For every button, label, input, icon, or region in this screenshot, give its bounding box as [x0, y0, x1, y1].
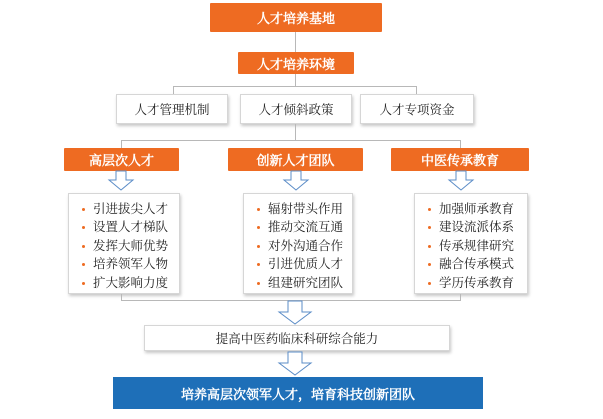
column-title-innovation: 创新人才团队 [228, 148, 363, 171]
connector-env [295, 74, 296, 86]
environment-item: 人才专项资金 [360, 94, 474, 124]
goal-banner: 培养高层次领军人才，培育科技创新团队 [113, 377, 483, 409]
top-title: 人才培养基地 [210, 3, 382, 32]
list-item: 融合传承模式 [415, 255, 527, 273]
merge-bracket [121, 294, 461, 301]
columns-bracket [121, 140, 461, 148]
column-list-high-level [68, 193, 180, 294]
list-item: 推动交流互通 [244, 218, 352, 236]
list-item: 引进拔尖人才 [69, 200, 179, 218]
list-item: 对外沟通合作 [244, 237, 352, 255]
environment-title: 人才培养环境 [238, 52, 354, 74]
connector-top [295, 32, 296, 52]
list-item: 建设流派体系 [415, 218, 527, 236]
column-list-tcm [414, 193, 528, 294]
list-item: 发挥大师优势 [69, 237, 179, 255]
list-item: 引进优质人才 [244, 255, 352, 273]
list-item: 组建研究团队 [244, 274, 352, 292]
list-item: 扩大影响力度 [69, 274, 179, 292]
column-list-innovation [243, 193, 353, 294]
connector-env-down [295, 124, 296, 140]
column-title-tcm: 中医传承教育 [391, 148, 529, 171]
down-arrow-icon [283, 171, 309, 191]
down-arrow-icon [448, 171, 474, 191]
list-item: 培养领军人物 [69, 255, 179, 273]
column-title-high-level: 高层次人才 [64, 148, 179, 171]
list-item: 辐射带头作用 [244, 200, 352, 218]
down-arrow-icon [277, 352, 313, 376]
environment-item: 人才倾斜政策 [240, 94, 352, 124]
environment-bracket [173, 86, 417, 94]
down-arrow-icon [108, 171, 134, 191]
environment-item: 人才管理机制 [116, 94, 228, 124]
list-item: 加强师承教育 [415, 200, 527, 218]
list-item: 学历传承教育 [415, 274, 527, 292]
down-arrow-icon [277, 301, 313, 325]
list-item: 传承规律研究 [415, 237, 527, 255]
list-item: 设置人才梯队 [69, 218, 179, 236]
capability-box: 提高中医药临床科研综合能力 [144, 325, 450, 351]
